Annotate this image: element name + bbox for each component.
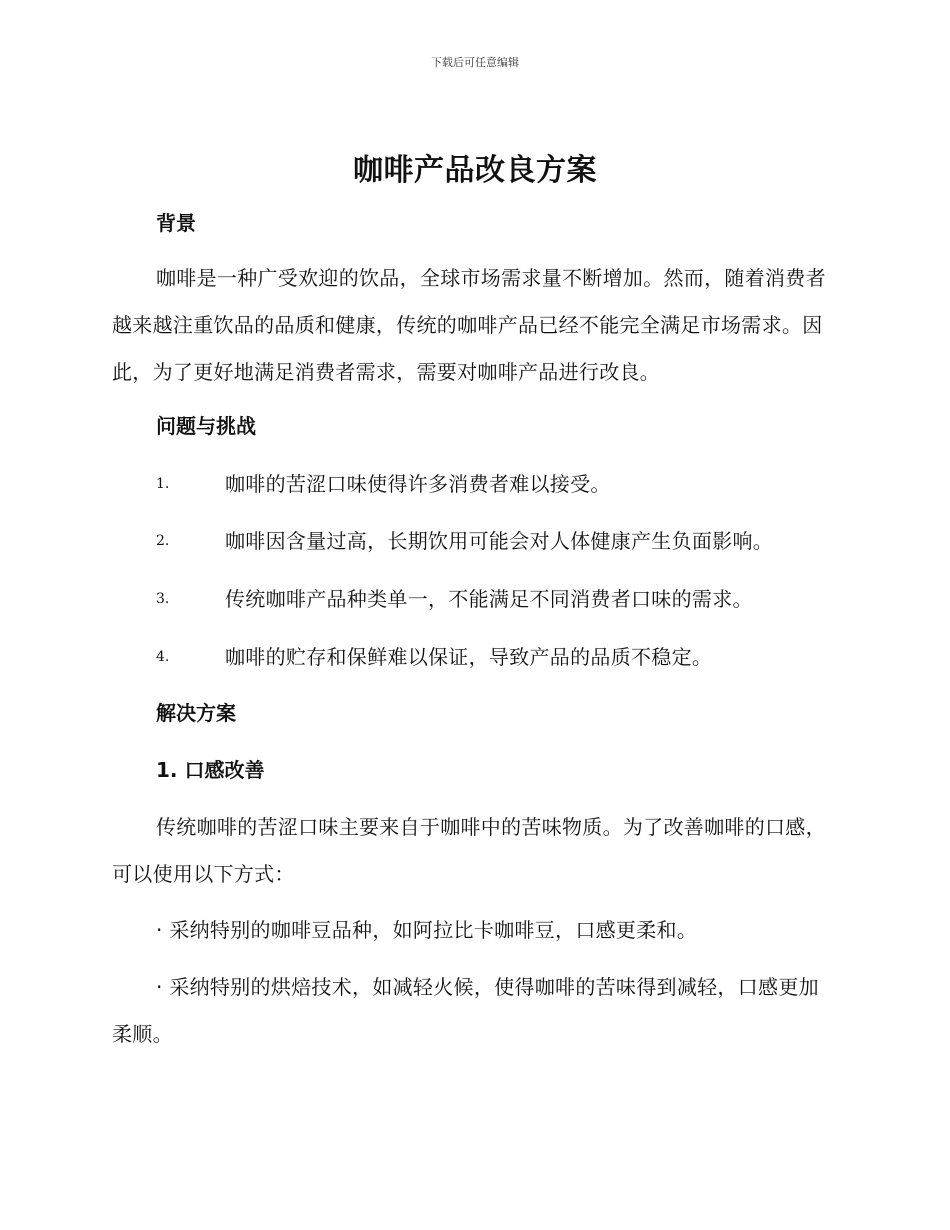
taste-intro-paragraph: 传统咖啡的苦涩口味主要来自于咖啡中的苦味物质。为了改善咖啡的口感，可以使用以下方式： [112,815,826,886]
bullet-item: · 采纳特别的烘焙技术，如减轻火候，使得咖啡的苦味得到减轻，口感更加柔顺。 [112,975,819,1046]
document-title: 咖啡产品改良方案 [353,153,597,188]
list-item [112,526,832,556]
section-heading-background: 背景 [156,211,196,235]
list-item-number: 3. [156,591,170,607]
list-item-number: 4. [156,649,170,665]
background-paragraph: 咖啡是一种广受欢迎的饮品，全球市场需求量不断增加。然而，随着消费者越来越注重饮品的品质和健康，传统的咖啡产品已经不能完全满足市场需求。因此，为了更好地满足消费者需求，需要对咖啡产品进行改良。 [112,266,826,384]
list-item-text: 咖啡因含量过高，长期饮用可能会对人体健康产生负面影响。 [225,529,774,553]
list-item [112,469,832,499]
subsection-heading-taste: 1. 口感改善 [156,758,265,782]
list-item-number: 2. [156,533,170,549]
list-item-text: 咖啡的苦涩口味使得许多消费者难以接受。 [225,472,611,496]
list-item [112,642,832,672]
section-heading-solutions: 解决方案 [156,701,236,725]
section-heading-problems: 问题与挑战 [156,414,256,438]
list-item [112,584,832,614]
bullet-item: · 采纳特别的咖啡豆品种，如阿拉比卡咖啡豆，口感更柔和。 [156,918,698,942]
list-item-number: 1. [156,476,170,492]
list-item-text: 咖啡的贮存和保鲜难以保证，导致产品的品质不稳定。 [225,645,713,669]
list-item-text: 传统咖啡产品种类单一，不能满足不同消费者口味的需求。 [225,587,753,611]
header-note: 下载后可任意编辑 [431,56,519,69]
